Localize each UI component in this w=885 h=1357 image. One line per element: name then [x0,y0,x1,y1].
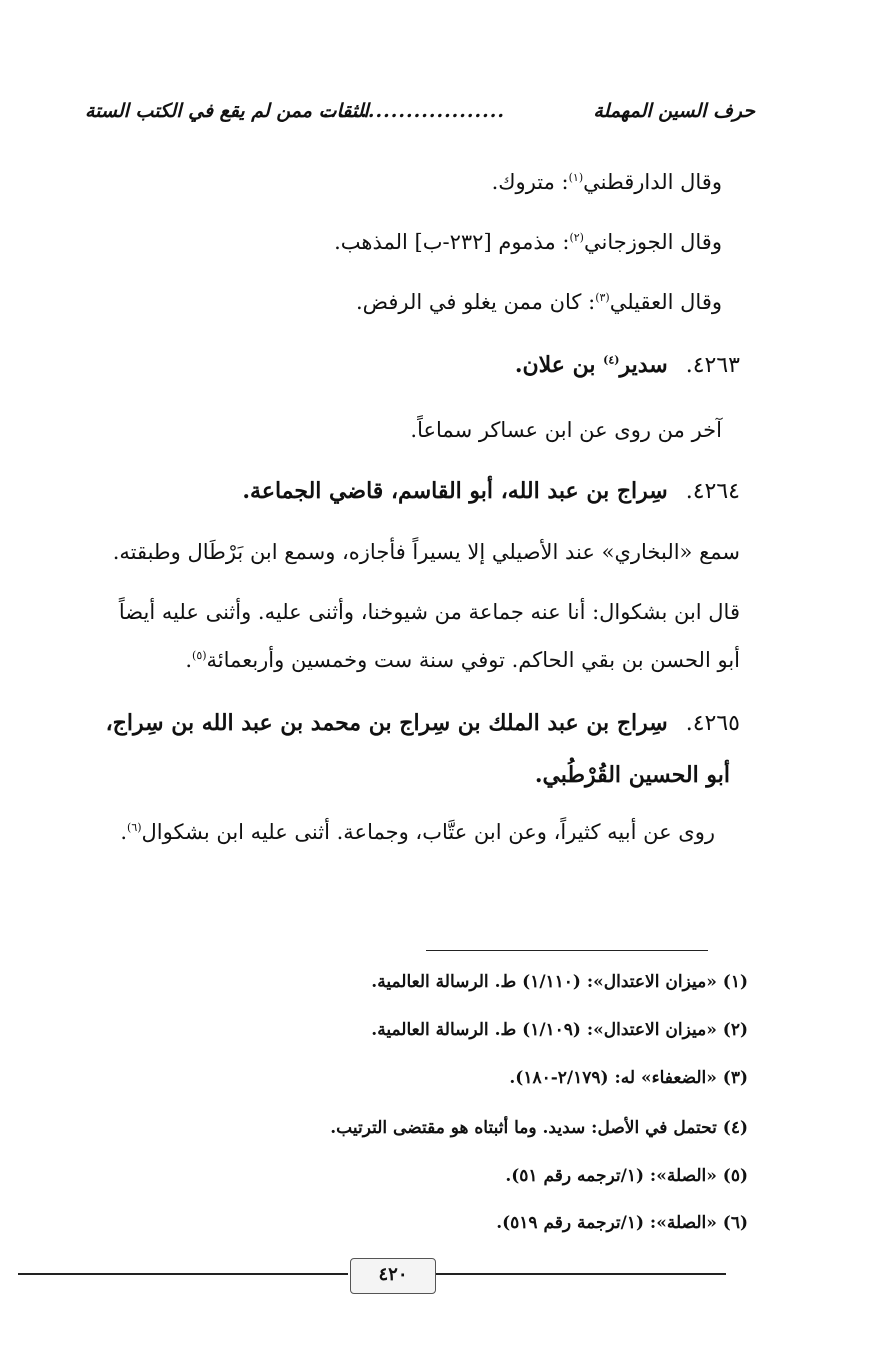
footnote-separator [426,950,708,951]
footnote-1: (١) «ميزان الاعتدال»: (١/١١٠) ط. الرسالة العالمية. [371,972,748,992]
entry-4264-body-line1: سمع «البخاري» عند الأصيلي إلا يسيراً فأجازه، وسمع ابن بَرْطَال وطبقته. [112,540,740,564]
footnote-ref: (٢) [569,231,584,244]
header-dots: ........................ [322,100,505,122]
entry-number: ٤٢٦٣. [685,353,740,378]
footnote-ref: (٥) [192,649,207,662]
footnote-3: (٣) «الضعفاء» له: (٢/١٧٩-١٨٠). [509,1068,748,1088]
entry-4264-heading: ٤٢٦٤.سِراج بن عبد الله، أبو القاسم، قاضي الجماعة. [242,478,740,504]
entry-number: ٤٢٦٤. [685,479,740,504]
footnote-5: (٥) «الصلة»: (١/ترجمه رقم ٥١). [505,1166,748,1186]
footnote-ref: (١) [568,171,584,184]
page-number: ٤٢٠ [350,1258,436,1294]
footer-rule-left [18,1273,348,1275]
entry-4264-body-line2: قال ابن بشكوال: أنا عنه جماعة من شيوخنا، وأثنى عليه. وأثنى عليه أيضاً [118,600,740,624]
footnote-ref: (٣) [595,291,610,304]
footnote-ref: (٤) [603,353,620,367]
entry-4265-heading-line1: ٤٢٦٥.سِراج بن عبد الملك بن سِراج بن محمد بن عبد الله بن سِراج، [105,710,740,736]
entry-4265-heading-line2: أبو الحسين القُرْطُبي. [534,762,730,788]
quote-uqayli: وقال العقيلي$^{(٣)}$: كان ممن يغلو في الرفض. [355,290,722,314]
footnote-2: (٢) «ميزان الاعتدال»: (١/١٠٩) ط. الرسالة العالمية. [371,1020,748,1040]
entry-4264-body-line3: أبو الحسن بن بقي الحاكم. توفي سنة ست وخمسين وأربعمائة$^{(٥)}$. [185,648,740,672]
running-header [85,100,755,134]
entry-4263-heading: ٤٢٦٣.سدير$^{(٤)}$ بن علان. [514,352,740,378]
header-book-title: الثقات ممن لم يقع في الكتب الستة [85,100,369,122]
entry-4265-body: روى عن أبيه كثيراً، وعن ابن عتَّاب، وجماعة. أثنى عليه ابن بشكوال$^{(٦)}$. [120,820,715,844]
header-chapter: حرف السين المهملة [593,100,755,122]
footnote-ref: (٦) [127,821,142,834]
quote-daraqutni: وقال الدارقطني$^{(١)}$: متروك. [491,170,722,194]
footer-rule-right [434,1273,726,1275]
footnote-4: (٤) تحتمل في الأصل: سديد. وما أثبتاه هو مقتضى الترتيب. [330,1118,748,1138]
entry-number: ٤٢٦٥. [685,711,740,736]
footnote-6: (٦) «الصلة»: (١/ترجمة رقم ٥١٩). [496,1213,748,1233]
quote-jawzajani: وقال الجوزجاني$^{(٢)}$: مذموم [٢٣٢-ب] المذهب. [334,230,722,254]
entry-4263-body: آخر من روى عن ابن عساكر سماعاً. [410,418,722,442]
